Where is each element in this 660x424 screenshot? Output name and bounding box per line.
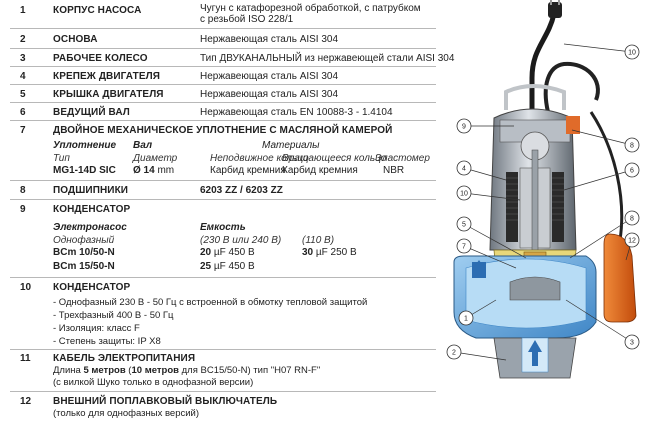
row-title: КОРПУС НАСОСА [53, 5, 142, 16]
cable-length-line: Длина 5 метров (10 метров для BC15/50-N) тип "H07 RN-F" [53, 365, 321, 376]
row-number: 1 [20, 5, 26, 16]
callout-8-bottom [625, 211, 639, 225]
svg-text:8: 8 [630, 215, 634, 223]
motor-spec-line: - Изоляция: класс F [53, 323, 140, 334]
row-title: ВЕДУЩИЙ ВАЛ [53, 107, 130, 118]
row-title: ДВОЙНОЕ МЕХАНИЧЕСКОЕ УПЛОТНЕНИЕ С МАСЛЯНОЙ КАМЕРОЙ [53, 125, 393, 136]
pump-illustration [436, 0, 660, 424]
capacitor-model: BCm 10/50-N [53, 247, 115, 258]
row-value: Нержавеющая сталь AISI 304 [200, 71, 339, 82]
capacitance-230: 20 µF 450 В [200, 247, 255, 258]
handle [506, 86, 564, 110]
rotating-ring-header: Вращающееся кольцо [282, 153, 387, 164]
svg-text:5: 5 [462, 221, 466, 229]
seal-type: MG1-14D SIC [53, 165, 116, 176]
cable-plug-note: (с вилкой Шуко только в однофазной версии) [53, 377, 254, 388]
motor-spec-line: - Однофазный 230 В - 50 Гц с встроенной в обмотку тепловой защитой [53, 297, 368, 308]
callout-12 [625, 233, 639, 247]
callout-7 [457, 239, 471, 253]
callout-2 [447, 345, 461, 359]
divider [10, 180, 436, 181]
capacitor-model: BCm 15/50-N [53, 261, 115, 272]
row-number: 2 [20, 34, 26, 45]
svg-text:7: 7 [462, 243, 466, 251]
callout-3 [625, 335, 639, 349]
pump-col-sub: Однофазный [53, 235, 115, 246]
capacitance-230: 25 µF 450 В [200, 261, 255, 272]
capacitance-110: 30 µF 250 В [302, 247, 357, 258]
rotating-ring-material: Карбид кремния [282, 165, 358, 176]
callout-10 [457, 186, 471, 200]
svg-text:6: 6 [630, 167, 634, 175]
row-title: РАБОЧЕЕ КОЛЕСО [53, 53, 148, 64]
seal-col-sub: Тип [53, 153, 70, 164]
svg-text:10: 10 [460, 190, 468, 198]
capacitance-230-header: (230 В или 240 В) [200, 235, 282, 246]
elastomer-material: NBR [383, 165, 405, 176]
power-cable [532, 14, 554, 118]
shaft-diameter: Ø 14 mm [133, 165, 175, 176]
pump-col-header: Электронасос [53, 222, 127, 233]
divider [10, 391, 436, 392]
divider [10, 84, 436, 85]
elastomer-header: Эластомер [375, 153, 430, 164]
callout-4 [457, 161, 471, 175]
callout-11 [625, 45, 639, 59]
divider [10, 102, 436, 103]
motor-spec-line: - Степень защиты: IP X8 [53, 336, 161, 347]
row-number: 4 [20, 71, 26, 82]
seal-col-header: Уплотнение [53, 140, 117, 151]
svg-text:12: 12 [628, 237, 636, 245]
svg-text:1: 1 [464, 315, 468, 323]
row-title: КРЕПЕЖ ДВИГАТЕЛЯ [53, 71, 160, 82]
row-title: КОНДЕНСАТОР [53, 204, 131, 215]
divider [10, 349, 436, 350]
callout-1 [459, 311, 473, 325]
shaft-col-sub: Диаметр [133, 153, 178, 164]
row-value: Тип ДВУКАНАЛЬНЫЙ из нержавеющей стали AISI 304 [200, 53, 455, 64]
row-number: 3 [20, 53, 26, 64]
svg-text:10: 10 [628, 49, 636, 57]
materials-col-header: Материалы [262, 140, 320, 151]
divider [10, 120, 436, 121]
row-number: 11 [20, 353, 31, 364]
callout-6 [625, 163, 639, 177]
row-value: Нержавеющая сталь AISI 304 [200, 89, 339, 100]
row-number: 9 [20, 204, 26, 215]
callout-9 [457, 119, 471, 133]
row-value: с резьбой ISO 228/1 [200, 14, 294, 25]
svg-text:9: 9 [462, 123, 466, 131]
callout-8-top [625, 138, 639, 152]
motor-spec-line: - Трехфазный 400 В - 50 Гц [53, 310, 174, 321]
row-value: Чугун с катафорезной обработкой, с патрубком [200, 3, 421, 14]
capacitance-col-header: Емкость [200, 222, 246, 233]
divider [10, 199, 436, 200]
float-note: (только для однофазных версий) [53, 408, 200, 419]
svg-text:3: 3 [630, 339, 634, 347]
shaft-col-header: Вал [133, 140, 153, 151]
callout-5 [457, 217, 471, 231]
row-number: 5 [20, 89, 26, 100]
row-title: КАБЕЛЬ ЭЛЕКТРОПИТАНИЯ [53, 353, 196, 364]
row-number: 7 [20, 125, 26, 136]
fixed-ring-material: Карбид кремния [210, 165, 286, 176]
row-number: 6 [20, 107, 26, 118]
divider [10, 66, 436, 67]
row-value: Нержавеющая сталь EN 10088-3 - 1.4104 [200, 107, 393, 118]
row-title: ВНЕШНИЙ ПОПЛАВКОВЫЙ ВЫКЛЮЧАТЕЛЬ [53, 396, 278, 407]
impeller [510, 277, 560, 300]
svg-text:2: 2 [452, 349, 456, 357]
row-number: 8 [20, 185, 26, 196]
row-value: 6203 ZZ / 6203 ZZ [200, 185, 283, 196]
fixed-ring-header: Неподвижное кольцо [210, 153, 309, 164]
row-title: ОСНОВА [53, 34, 98, 45]
row-title: КРЫШКА ДВИГАТЕЛЯ [53, 89, 164, 100]
row-number: 10 [20, 282, 32, 293]
pump-cutaway-diagram [436, 0, 660, 424]
divider [10, 48, 436, 49]
row-value: Нержавеющая сталь AISI 304 [200, 34, 339, 45]
svg-text:4: 4 [462, 165, 466, 173]
row-title: ПОДШИПНИКИ [53, 185, 129, 196]
svg-text:8: 8 [630, 142, 634, 150]
capacitance-110-header: (110 В) [302, 235, 335, 246]
row-title: КОНДЕНСАТОР [53, 282, 131, 293]
divider [10, 28, 436, 29]
row-number: 12 [20, 396, 32, 407]
divider [10, 277, 436, 278]
